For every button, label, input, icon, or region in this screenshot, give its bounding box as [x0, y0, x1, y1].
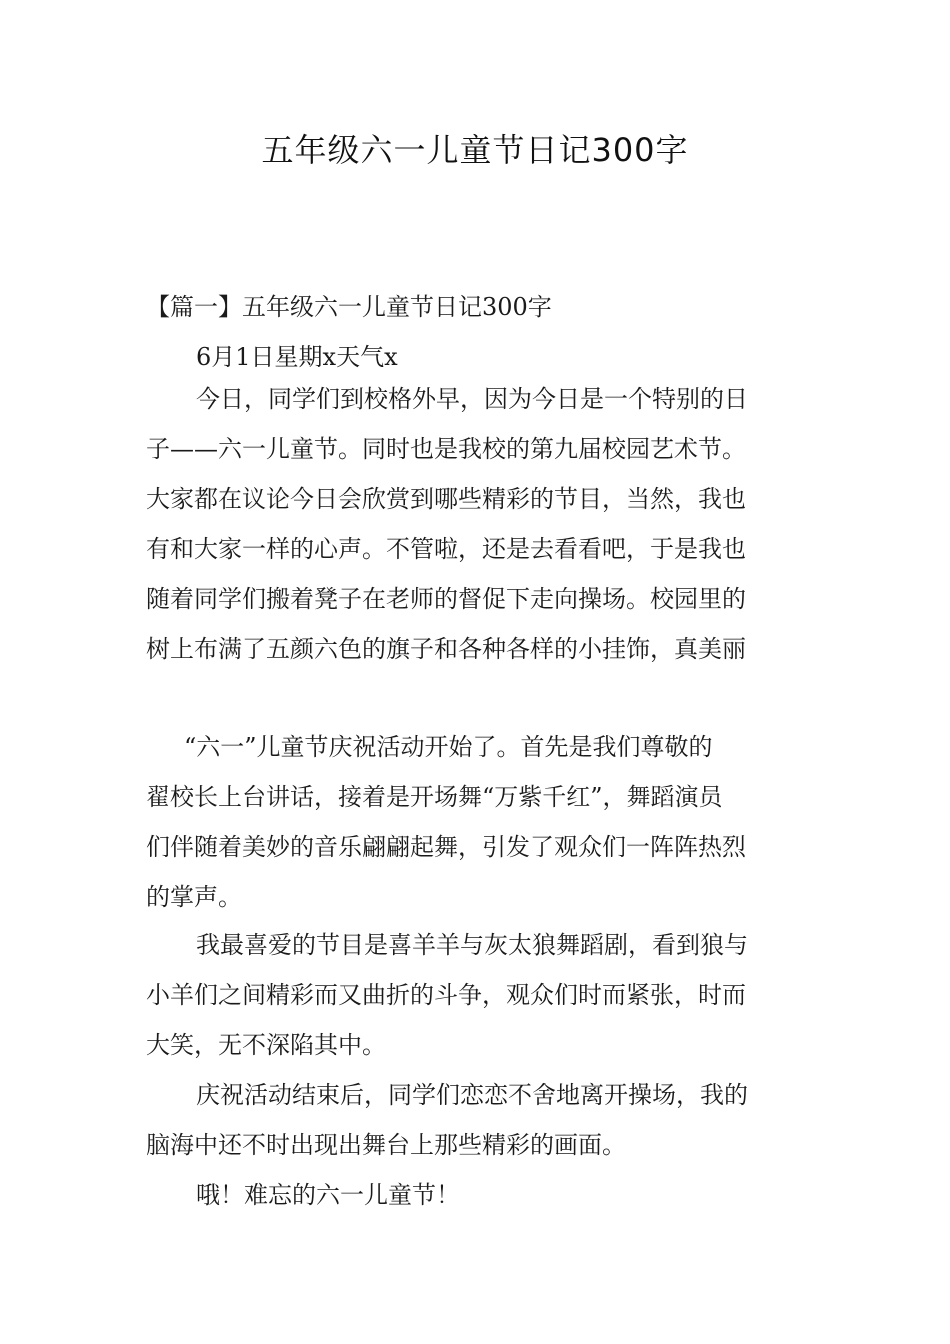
paragraph-4	[146, 1070, 806, 1170]
paragraph-1	[146, 374, 806, 674]
paragraph-line: 们伴随着美妙的音乐翩翩起舞，引发了观众们一阵阵热烈	[146, 833, 746, 861]
paragraph-line: 小羊们之间精彩而又曲折的斗争，观众们时而紧张，时而	[146, 981, 746, 1009]
paragraph-line: 脑海中还不时出现出舞台上那些精彩的画面。	[146, 1131, 626, 1159]
paragraph-line: 今日，同学们到校格外早，因为今日是一个特别的日	[196, 385, 748, 413]
paragraph-line: 子——六一儿童节。同时也是我校的第九届校园艺术节。	[146, 435, 746, 463]
paragraph-line: 随着同学们搬着凳子在老师的督促下走向操场。校园里的	[146, 585, 746, 613]
paragraph-3	[146, 920, 806, 1070]
paragraph-line: 翟校长上台讲话，接着是开场舞“万紫千红”，舞蹈演员	[146, 783, 723, 811]
page-title: 五年级六一儿童节日记300字	[261, 131, 689, 169]
paragraph-line: 树上布满了五颜六色的旗子和各种各样的小挂饰，真美丽	[146, 635, 746, 663]
paragraph-line: 的掌声。	[146, 883, 242, 911]
section-heading-block	[146, 282, 806, 382]
section-heading: 【篇一】五年级六一儿童节日记300字	[146, 293, 552, 321]
paragraph-line: 有和大家一样的心声。不管啦，还是去看看吧，于是我也	[146, 535, 746, 563]
paragraph-line: 大笑，无不深陷其中。	[146, 1031, 386, 1059]
paragraph-2	[146, 722, 806, 922]
paragraph-line: “六一”儿童节庆祝活动开始了。首先是我们尊敬的	[184, 733, 713, 761]
paragraph-line: 哦！难忘的六一儿童节！	[196, 1181, 460, 1209]
paragraph-line: 我最喜爱的节目是喜羊羊与灰太狼舞蹈剧，看到狼与	[196, 931, 748, 959]
date-line: 6月1日星期x天气x	[196, 343, 398, 371]
paragraph-line: 大家都在议论今日会欣赏到哪些精彩的节目，当然，我也	[146, 485, 746, 513]
paragraph-line: 庆祝活动结束后，同学们恋恋不舍地离开操场，我的	[196, 1081, 748, 1109]
paragraph-5	[146, 1170, 806, 1220]
